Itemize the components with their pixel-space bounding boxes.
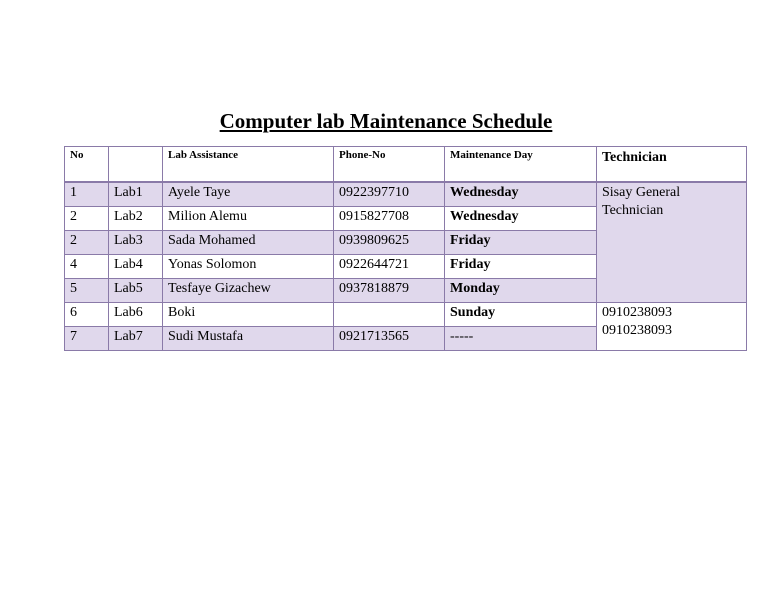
- cell-no: 6: [65, 303, 109, 327]
- cell-day: -----: [445, 327, 597, 351]
- cell-lab: Lab6: [109, 303, 163, 327]
- cell-no: 5: [65, 279, 109, 303]
- cell-phone: 0937818879: [334, 279, 445, 303]
- cell-lab: Lab4: [109, 255, 163, 279]
- cell-technician-group-2: [597, 303, 747, 351]
- header-lab-assistance: Lab Assistance: [163, 147, 334, 183]
- cell-lab: Lab3: [109, 231, 163, 255]
- table-row: [65, 303, 747, 327]
- cell-assistant: Yonas Solomon: [163, 255, 334, 279]
- cell-day: Friday: [445, 231, 597, 255]
- cell-phone: 0921713565: [334, 327, 445, 351]
- cell-phone: 0922397710: [334, 182, 445, 207]
- table-header-row: [65, 147, 747, 183]
- header-lab: [109, 147, 163, 183]
- header-maintenance-day: Maintenance Day: [445, 147, 597, 183]
- cell-day: Monday: [445, 279, 597, 303]
- cell-no: 1: [65, 182, 109, 207]
- cell-assistant: Ayele Taye: [163, 182, 334, 207]
- cell-day: Wednesday: [445, 182, 597, 207]
- cell-lab: Lab2: [109, 207, 163, 231]
- cell-day: Wednesday: [445, 207, 597, 231]
- cell-assistant: Tesfaye Gizachew: [163, 279, 334, 303]
- technician-role: Technician: [602, 203, 664, 218]
- cell-phone: 0939809625: [334, 231, 445, 255]
- cell-no: 2: [65, 231, 109, 255]
- cell-no: 2: [65, 207, 109, 231]
- table-row: [65, 182, 747, 207]
- header-phone-no: Phone-No: [334, 147, 445, 183]
- cell-assistant: Milion Alemu: [163, 207, 334, 231]
- technician-name: Sisay General: [602, 185, 681, 200]
- technician-phone-1: 0910238093: [602, 305, 672, 320]
- cell-lab: Lab7: [109, 327, 163, 351]
- cell-lab: Lab5: [109, 279, 163, 303]
- header-technician: Technician: [597, 147, 747, 183]
- header-no: No: [65, 147, 109, 183]
- cell-technician-group-1: [597, 182, 747, 303]
- cell-no: 4: [65, 255, 109, 279]
- cell-phone: [334, 303, 445, 327]
- cell-assistant: Boki: [163, 303, 334, 327]
- cell-phone: 0915827708: [334, 207, 445, 231]
- cell-assistant: Sada Mohamed: [163, 231, 334, 255]
- cell-assistant: Sudi Mustafa: [163, 327, 334, 351]
- technician-phone-2: 0910238093: [602, 323, 672, 338]
- cell-phone: 0922644721: [334, 255, 445, 279]
- cell-day: Sunday: [445, 303, 597, 327]
- cell-no: 7: [65, 327, 109, 351]
- cell-day: Friday: [445, 255, 597, 279]
- maintenance-schedule-table: [64, 146, 747, 351]
- page-title: Computer lab Maintenance Schedule: [219, 109, 553, 133]
- cell-lab: Lab1: [109, 182, 163, 207]
